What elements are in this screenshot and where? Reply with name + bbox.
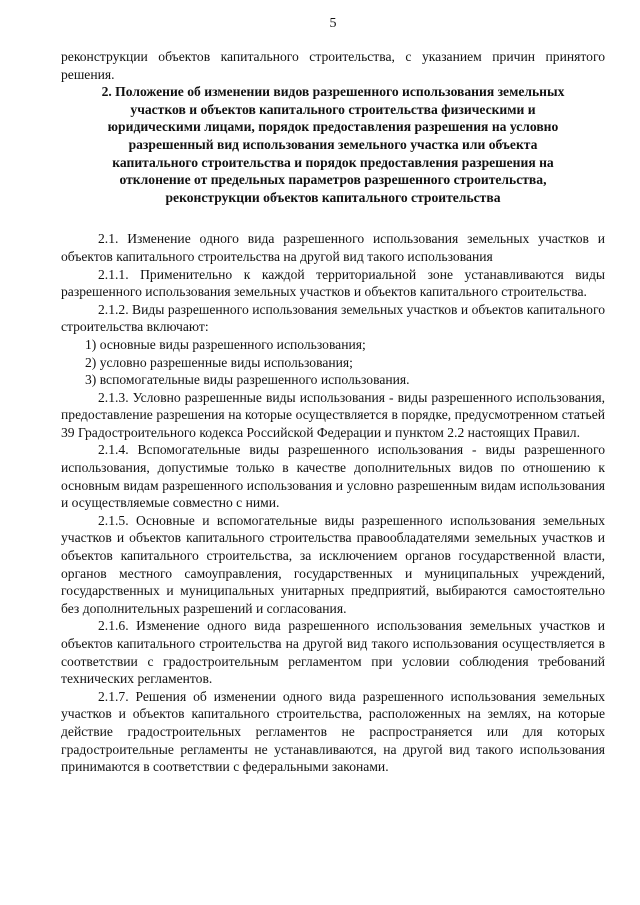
paragraph-2-1-5: 2.1.5. Основные и вспомогательные виды разрешенного использования земельных участков и объектов капитального строительства правообладателями земельных участков и объектов капитального строительства, за исключением органов государственной власти, органов местного самоуправления, государственных и муниципальных учреждений, государственных и муниципальных унитарных предприятий, выбираются самостоятельно без дополнительных разрешений и согласования. bbox=[61, 512, 605, 616]
section-heading-line: капитального строительства и порядок предоставления разрешения на bbox=[112, 154, 554, 170]
list-item: 1) основные виды разрешенного использования; bbox=[85, 336, 366, 352]
paragraph-2-1-2: 2.1.2. Виды разрешенного использования земельных участков и объектов капитального строительства включают: bbox=[61, 301, 605, 335]
continuation-text: реконструкции объектов капитального строительства, с указанием причин принятого решения. bbox=[61, 49, 605, 82]
paragraph-2-1-7: 2.1.7. Решения об изменении одного вида разрешенного использования земельных участков и объектов капитального строительства, расположенных на землях, на которые действие градостроительных регламентов не распространяется или для которых градостроительные регламенты не устанавливаются, на другой вид такого использования принимаются в соответствии с федеральными законами. bbox=[61, 688, 605, 775]
paragraph-2-1-6: 2.1.6. Изменение одного вида разрешенного использования земельных участков и объектов капитального строительства на другой вид такого использования осуществляется в соответствии с градостроительным регламентом при условии соблюдения требований технических регламентов. bbox=[61, 618, 605, 687]
paragraph-2-1-3: 2.1.3. Условно разрешенные виды использования - виды разрешенного использования, предоставление разрешения на которые осуществляется в порядке, предусмотренном статьей 39 Градостроительного кодекса Российской Федерации и пунктом 2.2 настоящих Правил. bbox=[61, 389, 605, 440]
section-heading-line: юридическими лицами, порядок предоставления разрешения на условно bbox=[107, 119, 559, 135]
section-heading-line: отклонение от предельных параметров разрешенного строительства, bbox=[119, 172, 547, 188]
list-item: 2) условно разрешенные виды использования; bbox=[85, 354, 353, 370]
page-number: 5 bbox=[329, 16, 337, 31]
list-item: 3) вспомогательные виды разрешенного использования. bbox=[85, 372, 410, 388]
section-heading bbox=[61, 83, 605, 206]
paragraph-2-1: 2.1. Изменение одного вида разрешенного использования земельных участков и объектов капитального строительства на другой вид такого использования bbox=[61, 231, 605, 264]
section-heading-line: реконструкции объектов капитального строительства bbox=[165, 189, 501, 205]
paragraph-2-1-4: 2.1.4. Вспомогательные виды разрешенного использования - виды разрешенного использования, допустимые только в качестве дополнительных видов по отношению к основным видам разрешенного использования и условно разрешенным видам использования и осуществляемые совместно с ними. bbox=[61, 442, 605, 511]
section-heading-line: участков и объектов капитального строительства физическими и bbox=[130, 101, 536, 117]
section-heading-line: 2. Положение об изменении видов разрешенного использования земельных bbox=[101, 84, 565, 100]
section-heading-line: разрешенный вид использования земельного участка или объекта bbox=[128, 136, 538, 152]
paragraph-2-1-1: 2.1.1. Применительно к каждой территориальной зоне устанавливаются виды разрешенного использования земельных участков и объектов капитального строительства. bbox=[61, 266, 605, 300]
